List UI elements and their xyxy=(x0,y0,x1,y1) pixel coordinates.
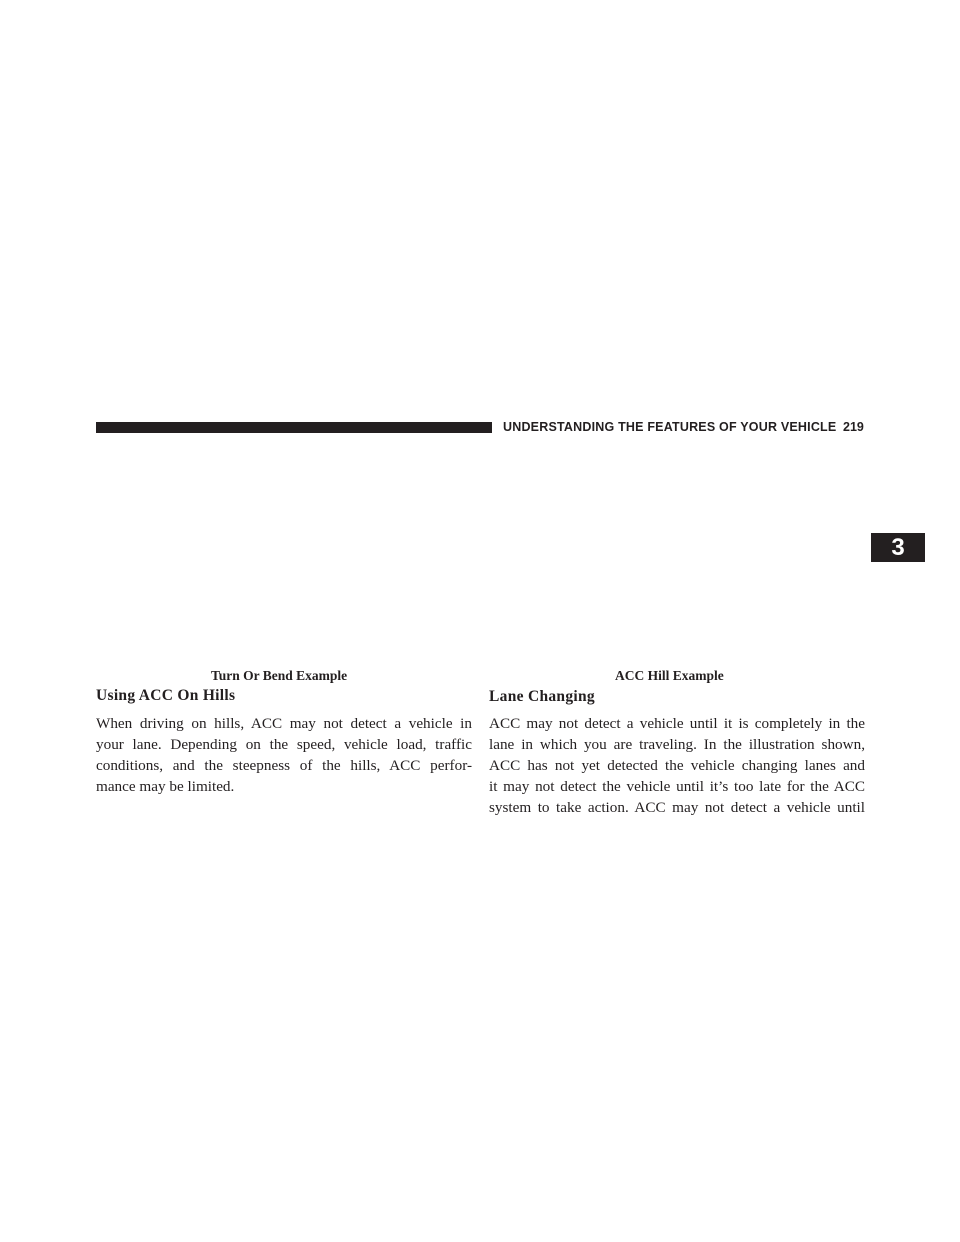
header-rule xyxy=(96,422,492,433)
text-line: When driving on hills, ACC may not detect a vehicle in xyxy=(96,715,472,732)
text-line: your lane. Depending on the speed, vehicle load, traffic xyxy=(96,736,472,753)
page-number: 219 xyxy=(843,420,864,434)
text-line: system to take action. ACC may not detect a vehicle until xyxy=(489,799,865,816)
text-line: lane in which you are traveling. In the illustration shown, xyxy=(489,736,865,753)
text-line: ACC has not yet detected the vehicle changing lanes and xyxy=(489,757,865,774)
text-line: ACC may not detect a vehicle until it is completely in the xyxy=(489,715,865,732)
section-heading-lane-changing: Lane Changing xyxy=(489,688,595,705)
paragraph-lane-changing xyxy=(489,713,865,818)
text-line: mance may be limited. xyxy=(96,778,235,795)
chapter-tab: 3 xyxy=(871,533,925,562)
text-line: it may not detect the vehicle until it’s too late for the ACC xyxy=(489,778,865,795)
running-header-title: UNDERSTANDING THE FEATURES OF YOUR VEHICLE xyxy=(503,420,837,434)
text-line: conditions, and the steepness of the hills, ACC perfor- xyxy=(96,757,472,774)
figure-caption-acc-hill: ACC Hill Example xyxy=(615,668,724,683)
figure-caption-turn-or-bend: Turn Or Bend Example xyxy=(211,668,348,683)
section-heading-using-acc-on-hills: Using ACC On Hills xyxy=(96,687,236,704)
paragraph-using-acc-on-hills xyxy=(96,713,472,797)
